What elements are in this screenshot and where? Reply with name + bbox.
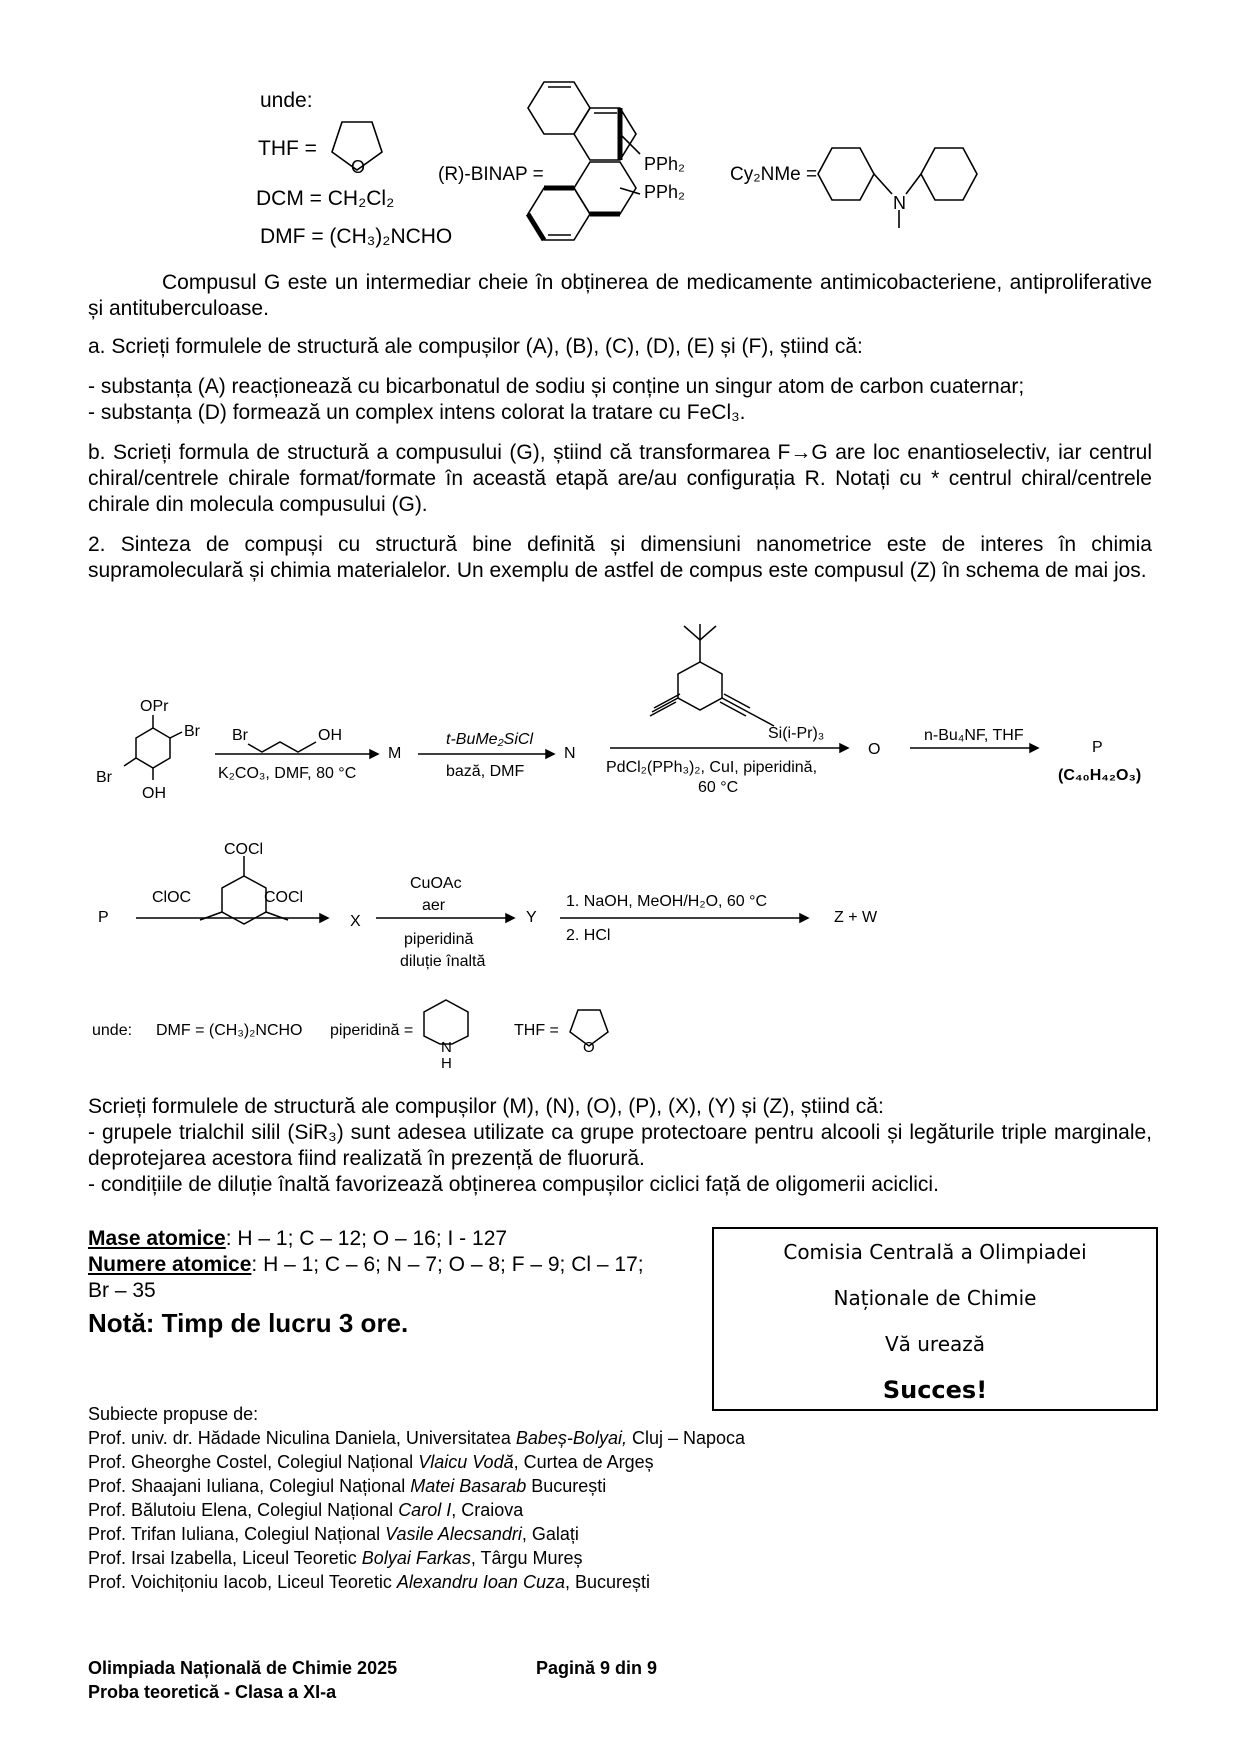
scheme2 [0,820,1241,980]
box-line4: Succes! [882,1376,988,1404]
cocl-right: COCl [264,889,304,906]
mase-atomice: Mase atomice: H – 1; C – 12; O – 16; I - 127 [88,1227,508,1250]
footer-subtitle: Proba teoretică - Clasa a XI-a [88,1682,337,1702]
legend2-dmf: DMF = (CH₃)₂NCHO [156,1022,303,1039]
cond3a: PdCl₂(PPh₃)₂, CuI, piperidină, [606,759,818,776]
binap-label: (R)-BINAP = [438,164,544,185]
product-M: M [388,745,402,762]
legend1-structures [0,0,1241,260]
thf-oxygen: O [351,157,366,177]
page-number: Pagină 9 din 9 [536,1658,658,1678]
opr-label: OPr [140,698,169,715]
br-label-1: Br [184,723,200,740]
cy2nme-structure [818,148,977,228]
product-Y: Y [526,909,537,926]
cond2: bază, DMF [446,763,525,780]
piperidina-cond: piperidină [404,931,474,948]
aer: aer [422,897,446,914]
question-a-hint1: - substanța (A) reacționează cu bicarbonatul de sodiu și conține un singur atom de carbon cuaternar; [88,375,1025,398]
reagent1-br: Br [232,727,248,744]
clco-left: ClOC [152,889,192,906]
product-O: O [868,741,881,758]
product-P: P [1092,739,1103,756]
reagent4: n-Bu₄NF, THF [924,727,1024,744]
box-line1: Comisia Centrală a Olimpiadei [783,1240,1087,1264]
credit-6: Prof. Irsai Izabella, Liceul Teoretic Bolyai Farkas, Târgu Mureș [88,1548,583,1568]
question-2: 2. Sinteza de compuși cu structură bine definită și dimensiuni nanometrice este de interes în chimia supramoleculară și chimia materialelor. Un exemplu de astfel de compus este compusul (Z) în schema de mai jos. [88,533,1152,582]
reactant-P: P [98,909,109,926]
nota: Notă: Timp de lucru 3 ore. [88,1308,409,1338]
reagent1-oh: OH [318,727,342,744]
thf-label-2: THF = [514,1022,559,1039]
dcm-formula: DCM = CH₂Cl₂ [256,187,395,210]
question-hint1: - grupele trialchil silil (SiR₃) sunt adesea utilizate ca grupe protectoare pentru alcooli și legăturile triple marginale, deprotejarea acestora fiind realizată în prezență de fluorură. [88,1121,1152,1170]
greeting-box [712,1227,1158,1411]
scheme1 [0,600,1241,830]
amine-nitrogen: N [893,193,906,213]
pph2-bottom: PPh₂ [644,182,686,202]
reagent2: t-BuMe₂SiCl [446,731,534,748]
thf-O-2: O [583,1039,595,1056]
legend2-unde: unde: [92,1022,133,1039]
numere-atomice: Numere atomice: H – 1; C – 6; N – 7; O – 8; F – 9; Cl – 17; [88,1253,644,1276]
cocl-top: COCl [224,841,264,858]
footer-title: Olimpiada Națională de Chimie 2025 [88,1658,398,1678]
credit-4: Prof. Bălutoiu Elena, Colegiul Național Carol I, Craiova [88,1500,524,1520]
legend-unde: unde: [260,89,313,112]
credit-3: Prof. Shaajani Iuliana, Colegiul Național Matei Basarab București [88,1476,607,1496]
piperidine-N: N [441,1039,452,1056]
question-a: a. Scrieți formulele de structură ale compușilor (A), (B), (C), (D), (E) și (F), știind că: [88,335,863,358]
dilutie-cond: diluție înaltă [400,953,486,970]
credits-heading: Subiecte propuse de: [88,1404,259,1424]
cond1: K₂CO₃, DMF, 80 °C [218,765,357,782]
dmf-formula: DMF = (CH₃)₂NCHO [260,225,453,248]
credit-2: Prof. Gheorghe Costel, Colegiul Național Vlaicu Vodă, Curtea de Argeș [88,1452,654,1472]
step2: 2. HCl [566,927,611,944]
question-list: Scrieți formulele de structură ale compușilor (M), (N), (O), (P), (X), (Y) și (Z), știind că: [88,1095,884,1118]
br-label-2: Br [96,769,112,786]
question-hint2: - condițiile de diluție înaltă favorizează obținerea compușilor ciclici față de oligomerii aciclici. [88,1173,939,1196]
legend2 [0,990,1241,1070]
piperidine-H: H [441,1055,452,1072]
product-N: N [564,745,576,762]
si-label: Si(i-Pr)₃ [768,725,825,742]
credit-7: Prof. Voichițoniu Iacob, Liceul Teoretic Alexandru Ioan Cuza, București [88,1572,651,1592]
cuoac: CuOAc [410,875,462,892]
products-ZW: Z + W [834,909,878,926]
box-line3: Vă urează [884,1332,986,1356]
question-b: b. Scrieți formula de structură a compusului (G), știind că transformarea F→G are loc enantioselectiv, iar centrul chiral/centrele chirale format/formate în această etapă are/au configurația R. Notați cu * centrul chiral/centrele chirale din molecula compusului (G). [88,441,1152,516]
numere-atomice-cont: Br – 35 [88,1279,156,1302]
box-line2: Naționale de Chimie [833,1286,1037,1310]
credit-1: Prof. univ. dr. Hădade Niculina Daniela, Universitatea Babeș-Bolyai, Cluj – Napoca [88,1428,746,1448]
paragraph-intro: Compusul G este un intermediar cheie în obținerea de medicamente antimicobacteriene, antiproliferative și antituberculoase. [88,271,1152,320]
pph2-top: PPh₂ [644,154,686,174]
thf-label: THF = [258,137,317,160]
piperidina-label: piperidină = [330,1022,414,1039]
oh-label: OH [142,785,166,802]
binap-structure [528,82,640,240]
credit-5: Prof. Trifan Iuliana, Colegiul Național Vasile Alecsandri, Galați [88,1524,579,1544]
question-a-hint2: - substanța (D) formează un complex intens colorat la tratare cu FeCl₃. [88,401,746,424]
step1: 1. NaOH, MeOH/H₂O, 60 °C [566,893,768,910]
cond3b: 60 °C [698,779,739,796]
product-X: X [350,913,361,930]
cy2nme-label: Cy₂NMe = [730,164,818,185]
p-formula: (C₄₀H₄₂O₃) [1058,767,1142,784]
